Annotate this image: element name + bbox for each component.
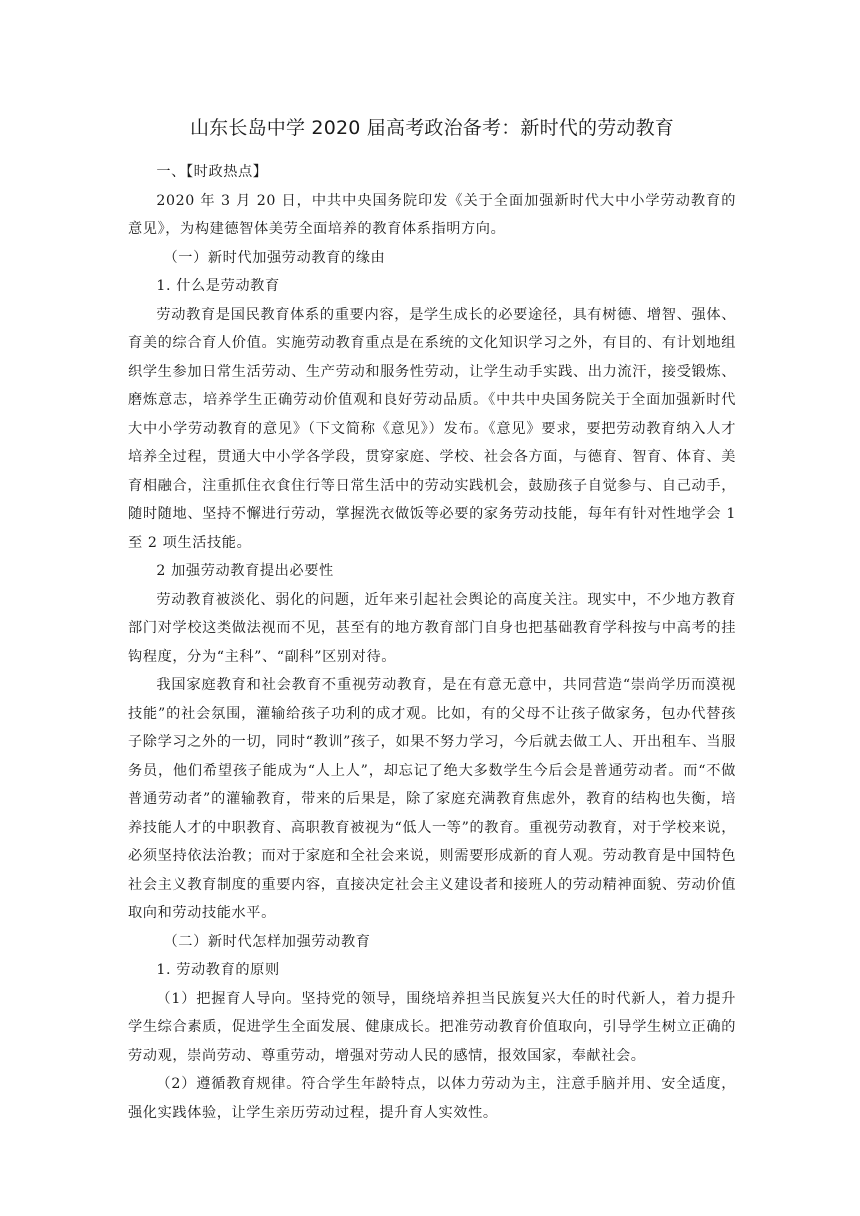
subsection-heading-how-to-strengthen: （二）新时代怎样加强劳动教育 <box>163 933 371 950</box>
document-page <box>128 112 736 1127</box>
paragraph-family-social-education: 我国家庭教育和社会教育不重视劳动教育，是在有意无意中，共同营造“崇尚学历而漠视技能”的社会氛围，灌输给孩子功利的成才观。比如，有的父母不让孩子做家务，包办代替孩子除学习之外的一切，同时“教训”孩子，如果不努力学习，今后就去做工人、开出租车、当服务员，他们希望孩子能成为“人上人”，却忘记了绝大多数学生今后会是普通劳动者。而“不做普通劳动者”的灌输教育，带来的后果是，除了家庭充满教育焦虑外，教育的结构也失衡，培养技能人才的中职教育、高职教育被视为“低人一等”的教育。重视劳动教育，对于学校来说，必须坚持依法治教；而对于家庭和全社会来说，则需要形成新的育人观。劳动教育是中国特色社会主义教育制度的重要内容，直接决定社会主义建设者和接班人的劳动精神面貌、劳动价值取向和劳动技能水平。 <box>128 677 736 921</box>
paragraph-intro: 2020 年 3 月 20 日，中共中央国务院印发《关于全面加强新时代大中小学劳动教育的意见》，为构建德智体美劳全面培养的教育体系指明方向。 <box>128 192 736 237</box>
paragraph-principle-2: （2）遵循教育规律。符合学生年龄特点，以体力劳动为主，注意手脑并用、安全适度，强化实践体验，让学生亲历劳动过程，提升育人实效性。 <box>128 1076 736 1121</box>
section-heading-current-affairs: 一、【时政热点】 <box>156 164 268 180</box>
item-heading-what-is-labor-education: 1. 什么是劳动教育 <box>156 278 280 294</box>
paragraph-weakening-problem: 劳动教育被淡化、弱化的问题，近年来引起社会舆论的高度关注。现实中，不少地方教育部门对学校这类做法视而不见，甚至有的地方教育部门自身也把基础教育学科按与中高考的挂钩程度，分为“主科”、“副科”区别对待。 <box>128 591 736 665</box>
paragraph-principle-1: （1）把握育人导向。坚持党的领导，围绕培养担当民族复兴大任的时代新人，着力提升学生综合素质，促进学生全面发展、健康成长。把准劳动教育价值取向，引导学生树立正确的劳动观，崇尚劳动、尊重劳动，增强对劳动人民的感情，报效国家，奉献社会。 <box>128 990 736 1064</box>
subsection-heading-reasons: （一）新时代加强劳动教育的缘由 <box>163 249 386 266</box>
item-heading-necessity: 2 加强劳动教育提出必要性 <box>156 563 334 579</box>
item-heading-principles: 1. 劳动教育的原则 <box>156 962 280 978</box>
paragraph-definition: 劳动教育是国民教育体系的重要内容，是学生成长的必要途径，具有树德、增智、强体、育美的综合育人价值。实施劳动教育重点是在系统的文化知识学习之外，有目的、有计划地组织学生参加日常生活劳动、生产劳动和服务性劳动，让学生动手实践、出力流汗，接受锻炼、磨炼意志，培养学生正确劳动价值观和良好劳动品质。《中共中央国务院关于全面加强新时代大中小学劳动教育的意见》（下文简称《意见》）发布。《意见》要求，要把劳动教育纳入人才培养全过程，贯通大中小学各学段，贯穿家庭、学校、社会各方面，与德育、智育、体育、美育相融合，注重抓住衣食住行等日常生活中的劳动实践机会，鼓励孩子自觉参与、自己动手，随时随地、坚持不懈进行劳动，掌握洗衣做饭等必要的家务劳动技能，每年有针对性地学会 1 至 2 项生活技能。 <box>128 306 736 551</box>
document-title: 山东长岛中学 2020 届高考政治备考：新时代的劳动教育 <box>189 117 675 139</box>
